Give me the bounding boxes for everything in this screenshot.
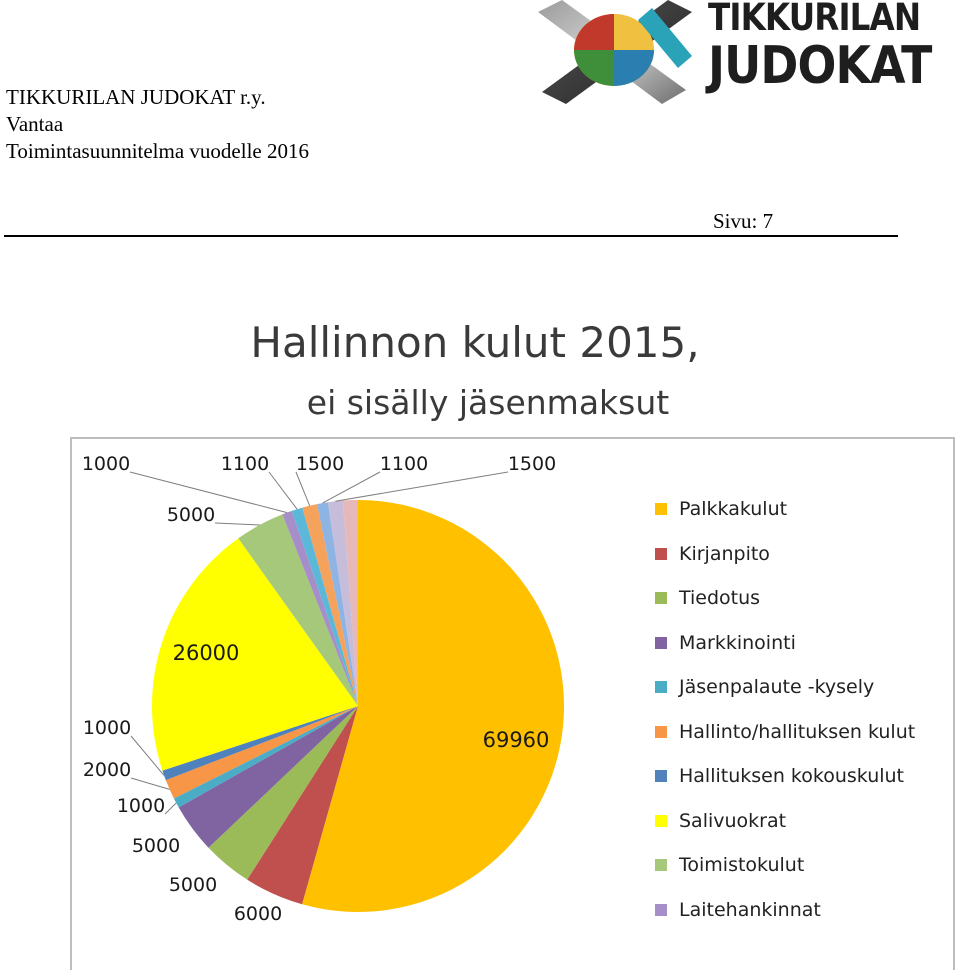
legend-swatch (655, 548, 667, 560)
legend-item-palkkakulut (655, 487, 955, 532)
legend-item-laitehankinnat (655, 888, 955, 933)
data-label-kopiointi: 1500 (507, 453, 557, 475)
chart-subtitle: ei sisälly jäsenmaksut (306, 383, 670, 422)
legend-swatch (655, 904, 667, 916)
legend-item-salivuokrat (655, 799, 955, 844)
data-label-laitehankinnat: 1000 (81, 453, 131, 475)
legend-label: Hallituksen kokouskulut (679, 765, 905, 788)
data-label-muut-kulut: 1500 (295, 453, 345, 475)
leader-line-toimistokulut (215, 523, 260, 525)
legend-item-hallituksen-kokouskulut (655, 754, 955, 799)
legend-item-tiedotus (655, 576, 955, 621)
data-label-kirjanpito: 6000 (233, 903, 283, 925)
leader-line-j-senpalaute-kysely (165, 803, 176, 814)
data-label-markkinointi: 5000 (131, 835, 181, 857)
org-name: TIKKURILAN JUDOKAT r.y. (6, 85, 266, 109)
legend-swatch (655, 726, 667, 738)
legend-label: Palkkakulut (679, 498, 788, 521)
logo-word-tikkurilan: TIKKURILAN (708, 0, 921, 39)
legend-label: Kirjanpito (679, 542, 770, 565)
page-number: Sivu: 7 (713, 209, 774, 233)
data-label-pankkikulut: 1100 (379, 453, 429, 475)
chart-legend (655, 487, 955, 932)
logo-word-judokat: JUDOKAT (708, 36, 932, 96)
legend-label: Laitehankinnat (679, 898, 821, 921)
legend-swatch (655, 503, 667, 515)
data-label-ilmoituskulut: 1100 (220, 453, 270, 475)
legend-swatch (655, 637, 667, 649)
legend-label: Salivuokrat (679, 809, 787, 832)
legend-swatch (655, 815, 667, 827)
data-label-j-senpalaute-kysely: 1000 (116, 795, 166, 817)
leader-line-hallinto-hallituksen-kulut (131, 778, 170, 789)
legend-label: Jäsenpalaute -kysely (679, 676, 875, 699)
legend-label: Toimistokulut (679, 854, 805, 877)
legend-swatch (655, 770, 667, 782)
legend-label: Hallinto/hallituksen kulut (679, 720, 916, 743)
data-label-palkkakulut: 69960 (482, 728, 550, 752)
leader-line-ilmoituskulut (269, 472, 297, 509)
data-label-toimistokulut: 5000 (166, 504, 216, 526)
legend-item-kirjanpito (655, 532, 955, 577)
legend-label: Tiedotus (679, 587, 761, 610)
leader-line-muut-kulut (296, 472, 310, 506)
legend-swatch (655, 859, 667, 871)
city: Vantaa (6, 112, 64, 136)
chart-title: Hallinnon kulut 2015, (250, 318, 700, 367)
data-label-hallinto-hallituksen-kulut: 2000 (82, 759, 132, 781)
legend-swatch (655, 681, 667, 693)
legend-item-hallinto-hallituksen-kulut (655, 710, 955, 755)
legend-label: Markkinointi (679, 631, 796, 654)
legend-item-toimistokulut (655, 843, 955, 888)
data-label-hallituksen-kokouskulut: 1000 (82, 717, 132, 739)
data-label-salivuokrat: 26000 (172, 641, 240, 665)
leader-line-kopiointi (335, 472, 508, 501)
legend-item-j-senpalaute-kysely (655, 665, 955, 710)
document-title: Toimintasuunnitelma vuodelle 2016 (6, 139, 309, 163)
legend-swatch (655, 592, 667, 604)
data-label-tiedotus: 5000 (168, 874, 218, 896)
legend-item-markkinointi (655, 621, 955, 666)
